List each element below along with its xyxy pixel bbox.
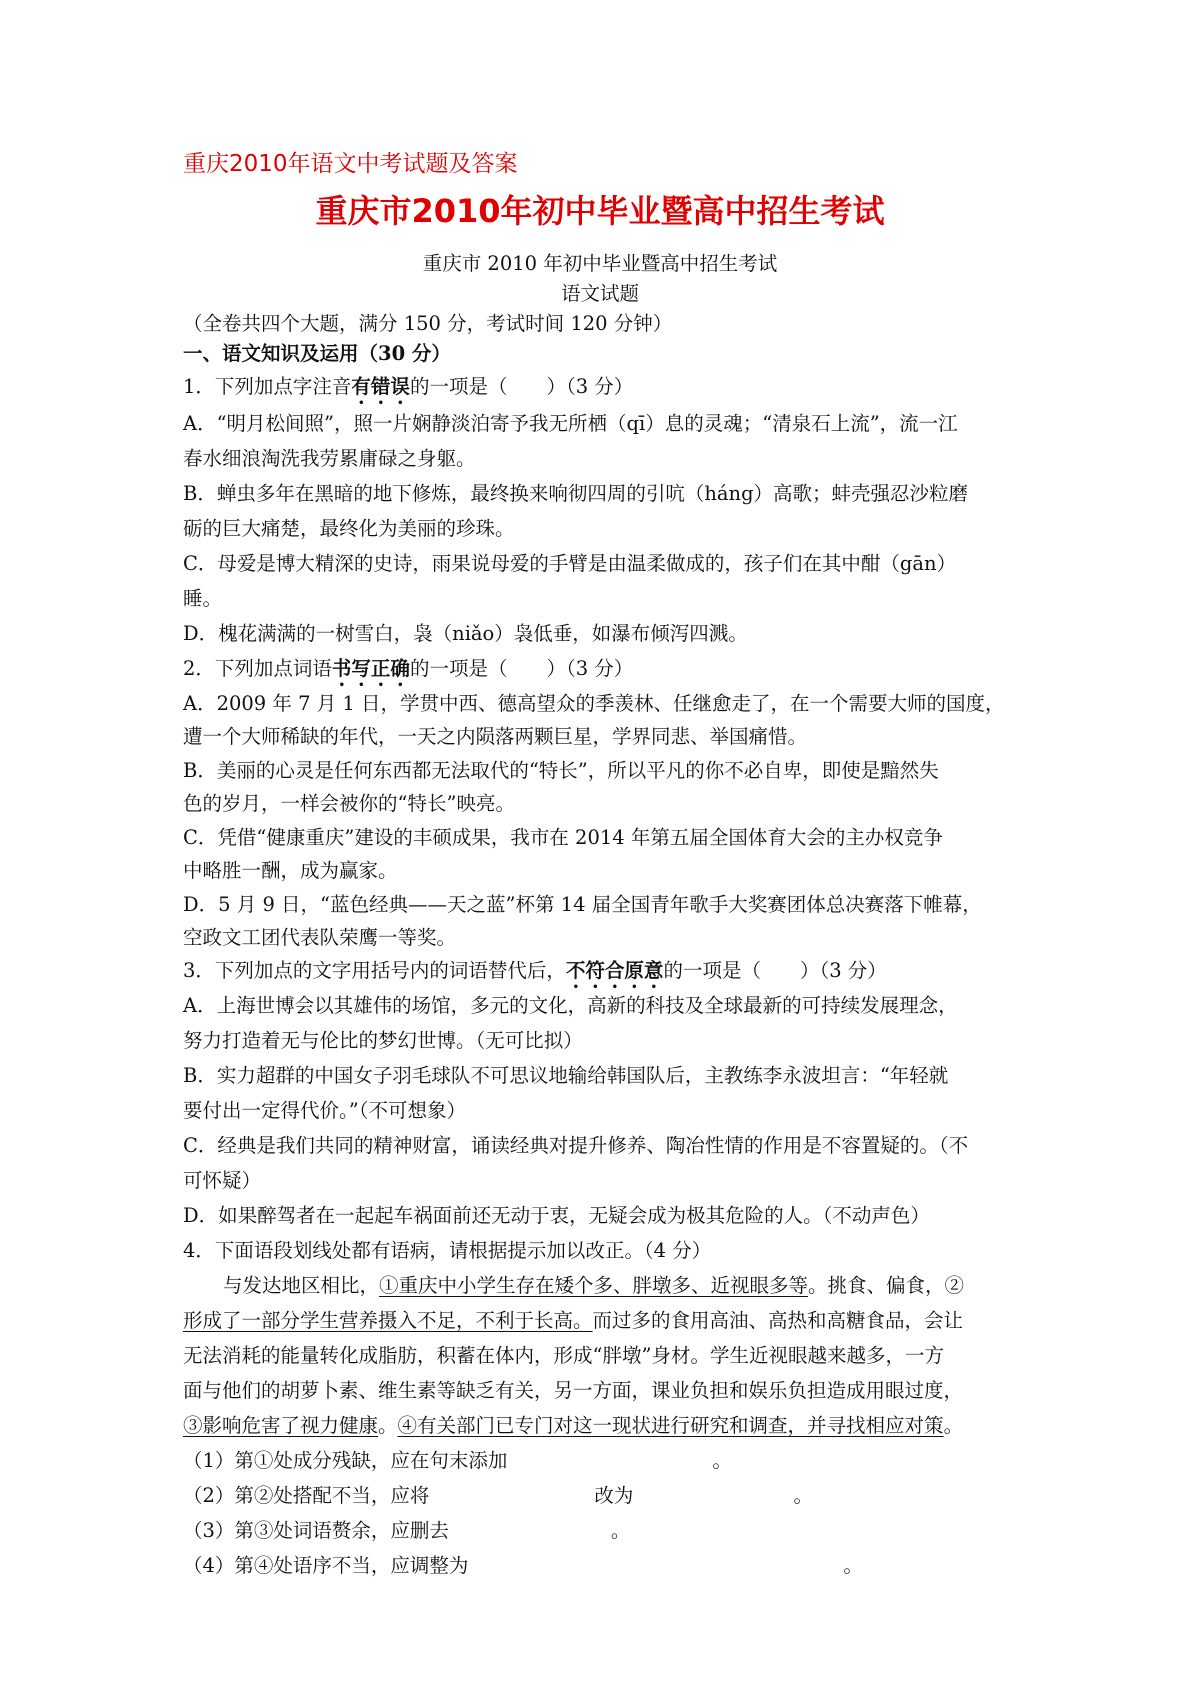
exam-note: （全卷共四个大题，满分 150 分，考试时间 120 分钟） — [183, 312, 673, 335]
q2-option-c-line2: 中略胜一酬，成为赢家。 — [183, 859, 398, 882]
q3-option-c-line1: C．经典是我们共同的精神财富，诵读经典对提升修养、陶冶性情的作用是不容置疑的。（不 — [183, 1134, 969, 1157]
subtitle-exam-name: 重庆市 2010 年初中毕业暨高中招生考试 — [422, 252, 778, 275]
q4-sub-4-end: 。 — [843, 1554, 863, 1577]
q4-p2-rest: 而过多的食用高油、高热和高糖食品，会让 — [592, 1309, 964, 1332]
q4-sub-2 — [183, 1482, 813, 1510]
q4-sub-2-text: （2）第②处搭配不当，应将 — [183, 1484, 430, 1507]
q4-underline-3: ③影响危害了视力健康 — [183, 1414, 379, 1437]
q4-sub-2-mid: 改为 — [594, 1484, 634, 1507]
q4-sub-1-end: 。 — [712, 1449, 732, 1472]
q2-option-d-line2: 空政文工团代表队荣鹰一等奖。 — [183, 926, 457, 949]
q1-option-c-line2: 睡。 — [183, 587, 223, 610]
q2-emphasis: 书写正确 — [331, 657, 410, 680]
q4-sub-3 — [183, 1517, 630, 1545]
q4-underline-4b: ，并寻找相应对策 — [787, 1414, 944, 1437]
q2-option-d-line1: D．5 月 9 日，“蓝色经典——天之蓝”杯第 14 届全国青年歌手大奖赛团体总决赛落下帷幕， — [183, 893, 982, 916]
q4-underline-1: ①重庆中小学生存在矮个多、胖墩多、近视眼多等 — [379, 1274, 809, 1297]
q4-passage-line2 — [183, 1307, 963, 1335]
question-3-stem — [183, 957, 887, 993]
q3-option-a-line2: 努力打造着无与伦比的梦幻世博。（无可比拟） — [183, 1029, 583, 1052]
question-2-stem — [183, 655, 633, 691]
q4-sub-3-end: 。 — [610, 1519, 631, 1542]
q3-pre: 3．下列加点的文字用括号内的词语替代后， — [183, 959, 566, 982]
q1-post: 的一项是（ ）（3 分） — [409, 375, 634, 398]
question-1-stem — [183, 373, 633, 409]
main-title: 重庆市2010年初中毕业暨高中招生考试 — [315, 192, 885, 230]
question-4-stem: 4．下面语段划线处都有语病，请根据提示加以改正。（4 分） — [183, 1239, 712, 1262]
section-heading: 一、语文知识及运用（30 分） — [183, 342, 451, 365]
q2-option-b-line2: 色的岁月，一样会被你的“特长”映亮。 — [183, 792, 515, 815]
q4-sub-1-text: （1）第①处成分残缺，应在句末添加 — [183, 1449, 508, 1472]
q4-sub-4 — [183, 1552, 863, 1580]
q2-option-a-line1: A．2009 年 7 月 1 日，学贯中西、德高望众的季羡林、任继愈走了，在一个需要大师的国度， — [183, 692, 1005, 715]
q4-passage-line4: 面与他们的胡萝卜素、维生素等缺乏有关，另一方面，课业负担和娱乐负担造成用眼过度， — [183, 1379, 964, 1402]
q3-option-b-line2: 要付出一定得代价。”（不可想象） — [183, 1099, 466, 1122]
q4-sub-4-text: （4）第④处语序不当，应调整为 — [183, 1554, 469, 1577]
q4-passage-line5 — [183, 1412, 963, 1440]
q4-underline-2: 形成了一部分学生营养摄入不足，不利于长高。 — [183, 1309, 593, 1332]
subtitle-subject: 语文试题 — [560, 282, 639, 305]
q1-option-a-line1: A．“明月松间照”，照一片娴静淡泊寄予我无所栖（qī）息的灵魂；“清泉石上流”，流一江 — [183, 412, 958, 435]
document-title: 重庆2010年语文中考试题及答案 — [183, 151, 518, 177]
q4-passage-line3: 无法消耗的能量转化成脂肪，积蓄在体内，形成“胖墩”身材。学生近视眼越来越多，一方 — [183, 1344, 944, 1367]
q1-option-c-line1: C．母爱是博大精深的史诗，雨果说母爱的手臂是由温柔做成的，孩子们在其中酣（gān） — [183, 552, 957, 575]
q1-option-b-line1: B．蝉虫多年在黑暗的地下修炼，最终换来响彻四周的引吭（háng）高歌；蚌壳强忍沙粒磨 — [183, 482, 969, 505]
q1-option-b-line2: 砺的巨大痛楚，最终化为美丽的珍珠。 — [183, 517, 515, 540]
q3-option-a-line1: A．上海世博会以其雄伟的场馆，多元的文化，高新的科技及全球最新的可持续发展理念， — [183, 994, 958, 1017]
q2-pre: 2．下列加点词语 — [183, 657, 332, 680]
q3-emphasis: 不符合原意 — [565, 959, 664, 982]
q1-option-a-line2: 春水细浪淘洗我劳累庸碌之身躯。 — [183, 447, 476, 470]
q3-option-d: D．如果醉驾者在一起起车祸面前还无动于衷，无疑会成为极其危险的人。（不动声色） — [183, 1204, 930, 1227]
q2-option-b-line1: B．美丽的心灵是任何东西都无法取代的“特长”，所以平凡的你不必自卑，即使是黯然失 — [183, 759, 939, 782]
q1-pre: 1．下列加点字注音 — [183, 375, 352, 398]
q1-emphasis: 有错误 — [351, 375, 410, 398]
q4-p1-text: 与发达地区相比， — [223, 1274, 380, 1297]
q2-option-c-line1: C．凭借“健康重庆”建设的丰硕成果，我市在 2014 年第五届全国体育大会的主办权竞争 — [183, 826, 943, 849]
q2-post: 的一项是（ ）（3 分） — [409, 657, 634, 680]
q3-post: 的一项是（ ）（3 分） — [663, 959, 887, 982]
q4-passage-line1 — [223, 1272, 964, 1300]
q4-sub-3-text: （3）第③处词语赘余，应删去 — [183, 1519, 449, 1542]
q4-sub-1 — [183, 1447, 732, 1475]
q2-option-a-line2: 遭一个大师稀缺的年代，一天之内陨落两颗巨星，学界同悲、举国痛惜。 — [183, 725, 808, 748]
q4-sub-2-end: 。 — [793, 1484, 813, 1507]
q3-option-b-line1: B．实力超群的中国女子羽毛球队不可思议地输给韩国队后，主教练李永波坦言：“年轻就 — [183, 1064, 949, 1087]
q4-underline-4: ④有关部门已专门对这一现状进行研究和调查 — [397, 1414, 788, 1437]
q4-p5-end: 。 — [943, 1414, 964, 1437]
q1-option-d: D．槐花满满的一树雪白，袅（niǎo）袅低垂，如瀑布倾泻四溅。 — [183, 622, 748, 645]
q3-option-c-line2: 可怀疑） — [183, 1169, 262, 1192]
q4-p1-rest: 。挑食、偏食，② — [808, 1274, 965, 1297]
q4-p5-period: 。 — [378, 1414, 398, 1437]
